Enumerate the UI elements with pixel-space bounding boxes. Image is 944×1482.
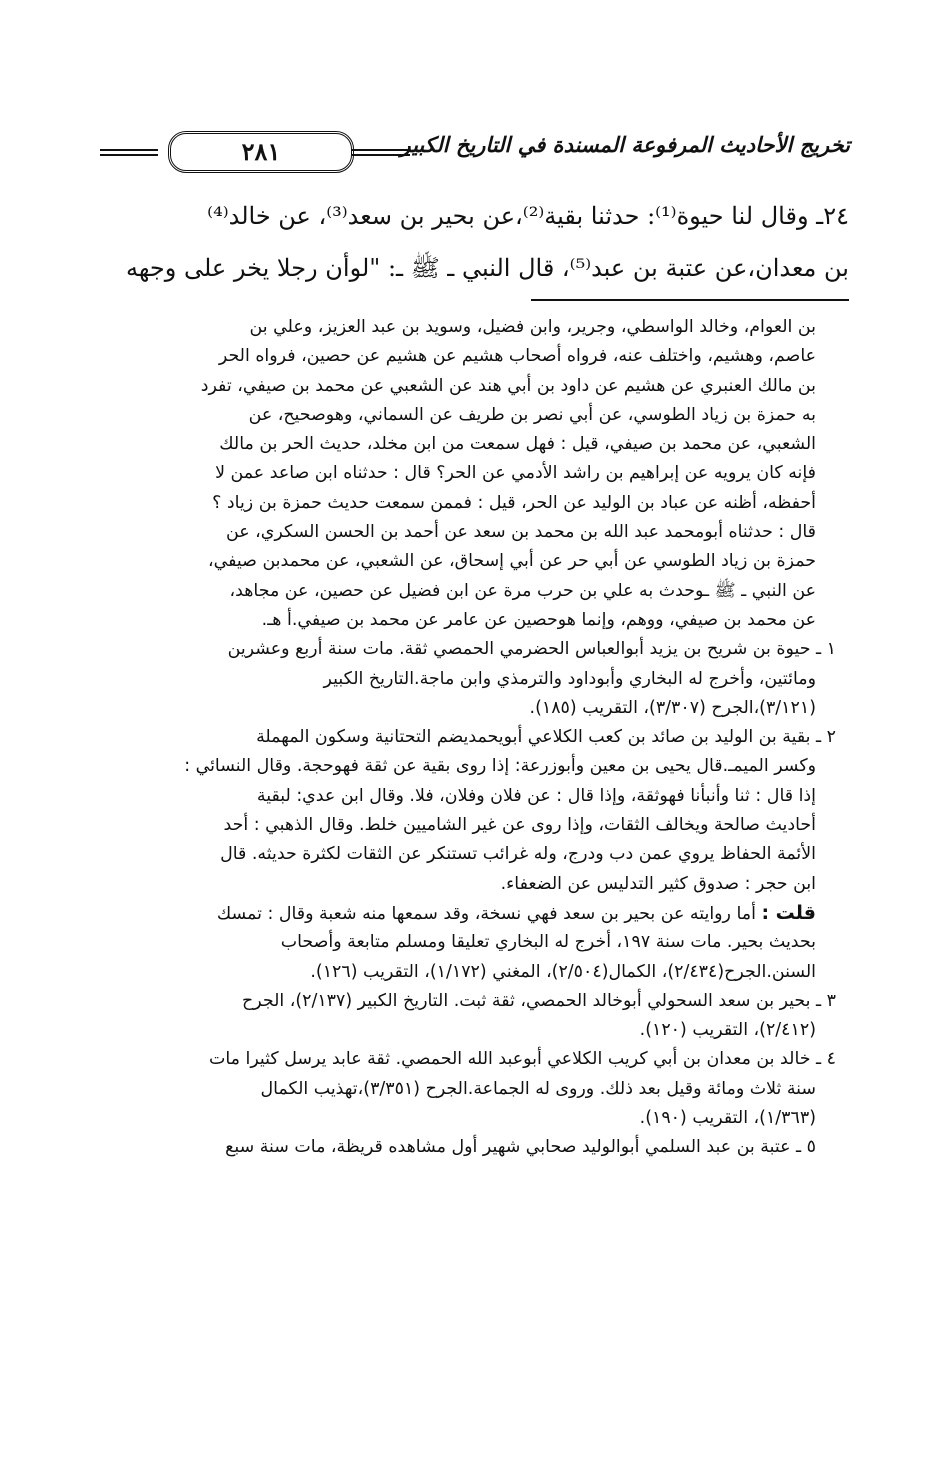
footnote-line: وكسر الميمـ.قال يحيى بن معين وأبوزرعة: إذا روى بقية عن ثقة فهوحجة. وقال النسائي : — [184, 756, 816, 777]
footnote-line: عن محمد بن صيفي، ووهم، وإنما هوحصين عن عامر عن محمد بن صيفي.أ هـ. — [261, 609, 816, 630]
header-rule-left — [100, 149, 158, 156]
footnote-line: عن النبي ـ ﷺ ـوحدث به علي بن حرب مرة عن ابن فضيل عن حصين، عن مجاهد، — [229, 580, 816, 601]
footnote-2 — [110, 723, 836, 987]
footnote-line: إذا قال : ثنا وأنبأنا فهوثقة، وإذا قال : عن فلان وفلان، فلا. وقال ابن عدي: لبقية — [256, 785, 816, 806]
note-label: قلت : — [761, 901, 816, 924]
footnote-line: بحديث بحير. مات سنة ١٩٧، أخرج له البخاري تعليقا ومسلم متابعة وأصحاب — [280, 932, 816, 953]
page-number: ٢٨١ — [168, 131, 354, 173]
footnote-line: (٣/١٢١)،الجرح (٣/٣٠٧)، التقريب (١٨٥). — [529, 697, 816, 718]
footnote-continuation — [110, 313, 836, 635]
footnote-number: ٥ ـ — [796, 1137, 816, 1158]
footnote-line: خالد بن معدان بن أبي كريب الكلاعي أبوعبد الله الحمصي. ثقة عابد يرسل كثيرا مات — [208, 1049, 811, 1070]
header-rule-right — [352, 149, 410, 156]
hadith-line: بن معدان،عن عتبة بن عبد⁽⁵⁾، قال النبي ـ ﷺ ـ: "لوأن رجلا يخر على وجهه — [125, 254, 849, 282]
footnote-line: السنن.الجرح(٢/٤٣٤)، الكمال(٢/٥٠٤)، المغني (١/١٧٢)، التقريب (١٢٦). — [310, 961, 816, 982]
footnote-line: أما روايته عن بحير بن سعد فهي نسخة، وقد سمعها منه شعبة وقال : تمسك — [216, 903, 756, 924]
book-title: تخريج الأحاديث المرفوعة المسندة في التاريخ الكبير — [400, 132, 850, 157]
footnote-5 — [110, 1133, 836, 1162]
running-header — [100, 128, 850, 174]
footnote-line: الشعبي، عن محمد بن صيفي، قيل : فهل سمعت من ابن مخلد، حديث الحر بن مالك — [219, 434, 816, 455]
footnote-line: فإنه كان يرويه عن إبراهيم بن راشد الأدمي عن الحر؟ قال : حدثناه ابن صاعد عمن لا — [215, 463, 816, 484]
footnote-line: ومائتين، وأخرج له البخاري وأبوداود والترمذي وابن ماجة.التاريخ الكبير — [323, 668, 816, 689]
footnote-number: ٤ ـ — [816, 1049, 836, 1070]
footnote-line: الأئمة الحفاظ يروي عمن دب ودرج، وله غرائب تستنكر عن الثقات لكثرة حديثه. قال — [220, 844, 816, 865]
footnote-line: سنة ثلاث ومائة وقيل بعد ذلك. وروى له الجماعة.الجرح (٣/٣٥١)،تهذيب الكمال — [260, 1078, 816, 1099]
footnote-line: بن العوام، وخالد الواسطي، وجرير، وابن فضيل، وسويد بن عبد العزيز، وعلي بن — [249, 317, 816, 337]
footnote-line: بحير بن سعد السحولي أبوخالد الحمصي، ثقة ثبت. التاريخ الكبير (٢/١٣٧)، الجرح — [242, 990, 811, 1011]
footnote-separator — [531, 299, 849, 301]
footnote-line: بقية بن الوليد بن صائد بن كعب الكلاعي أبويحمديضم التحتانية وسكون المهملة — [256, 727, 811, 748]
footnote-line: حيوة بن شريح بن يزيد أبوالعباس الحضرمي الحمصي ثقة. مات سنة أربع وعشرين — [227, 639, 811, 660]
footnote-4 — [110, 1045, 836, 1133]
hadith-text — [89, 190, 849, 294]
footnote-line: به حمزة بن زياد الطوسي، عن أبي نصر بن طريف عن السماني، وهوصحيح، عن — [248, 404, 816, 425]
footnote-1 — [110, 635, 836, 723]
footnotes — [110, 313, 836, 1163]
footnote-line: أحاديث صالحة ويخالف الثقات، وإذا روى عن غير الشاميين خلط. وقال الذهبي : أحد — [223, 815, 816, 836]
footnote-line: أحفظه، أظنه عن عباد بن الوليد عن الحر، قيل : فممن سمعت حديث حمزة بن زياد ؟ — [212, 492, 816, 513]
footnote-number: ١ ـ — [816, 639, 836, 660]
hadith-line: ٢٤ـ وقال لنا حيوة⁽¹⁾: حدثنا بقية⁽²⁾،عن بحير بن سعد⁽³⁾، عن خالد⁽⁴⁾ — [207, 202, 849, 230]
footnote-line: بن مالك العنبري عن هشيم عن داود بن أبي هند عن الشعبي عن محمد بن صيفي، تفرد — [200, 375, 816, 396]
footnote-line: قال : حدثناه أبومحمد عبد الله بن محمد بن سعد عن أحمد بن الحسن السكري، عن — [226, 522, 816, 543]
footnote-line: عتبة بن عبد السلمي أبوالوليد صحابي شهير أول مشاهده قريظة، مات سنة سبع — [225, 1137, 791, 1158]
footnote-line: (١/٣٦٣)، التقريب (١٩٠). — [639, 1108, 816, 1129]
footnote-line: (٢/٤١٢)، التقريب (١٢٠). — [639, 1020, 816, 1041]
footnote-3 — [110, 987, 836, 1046]
footnote-number: ٢ ـ — [816, 727, 836, 748]
footnote-line: حمزة بن زياد الطوسي عن أبي حر عن أبي إسحاق، عن الشعبي، عن محمدبن صيفي، — [208, 551, 816, 572]
footnote-line: ابن حجر : صدوق كثير التدليس عن الضعفاء. — [500, 873, 816, 894]
footnote-line: عاصم، وهشيم، واختلف عنه، فرواه أصحاب هشيم عن هشيم عن حصين، فرواه الحر — [218, 346, 816, 367]
footnote-number: ٣ ـ — [816, 990, 836, 1011]
